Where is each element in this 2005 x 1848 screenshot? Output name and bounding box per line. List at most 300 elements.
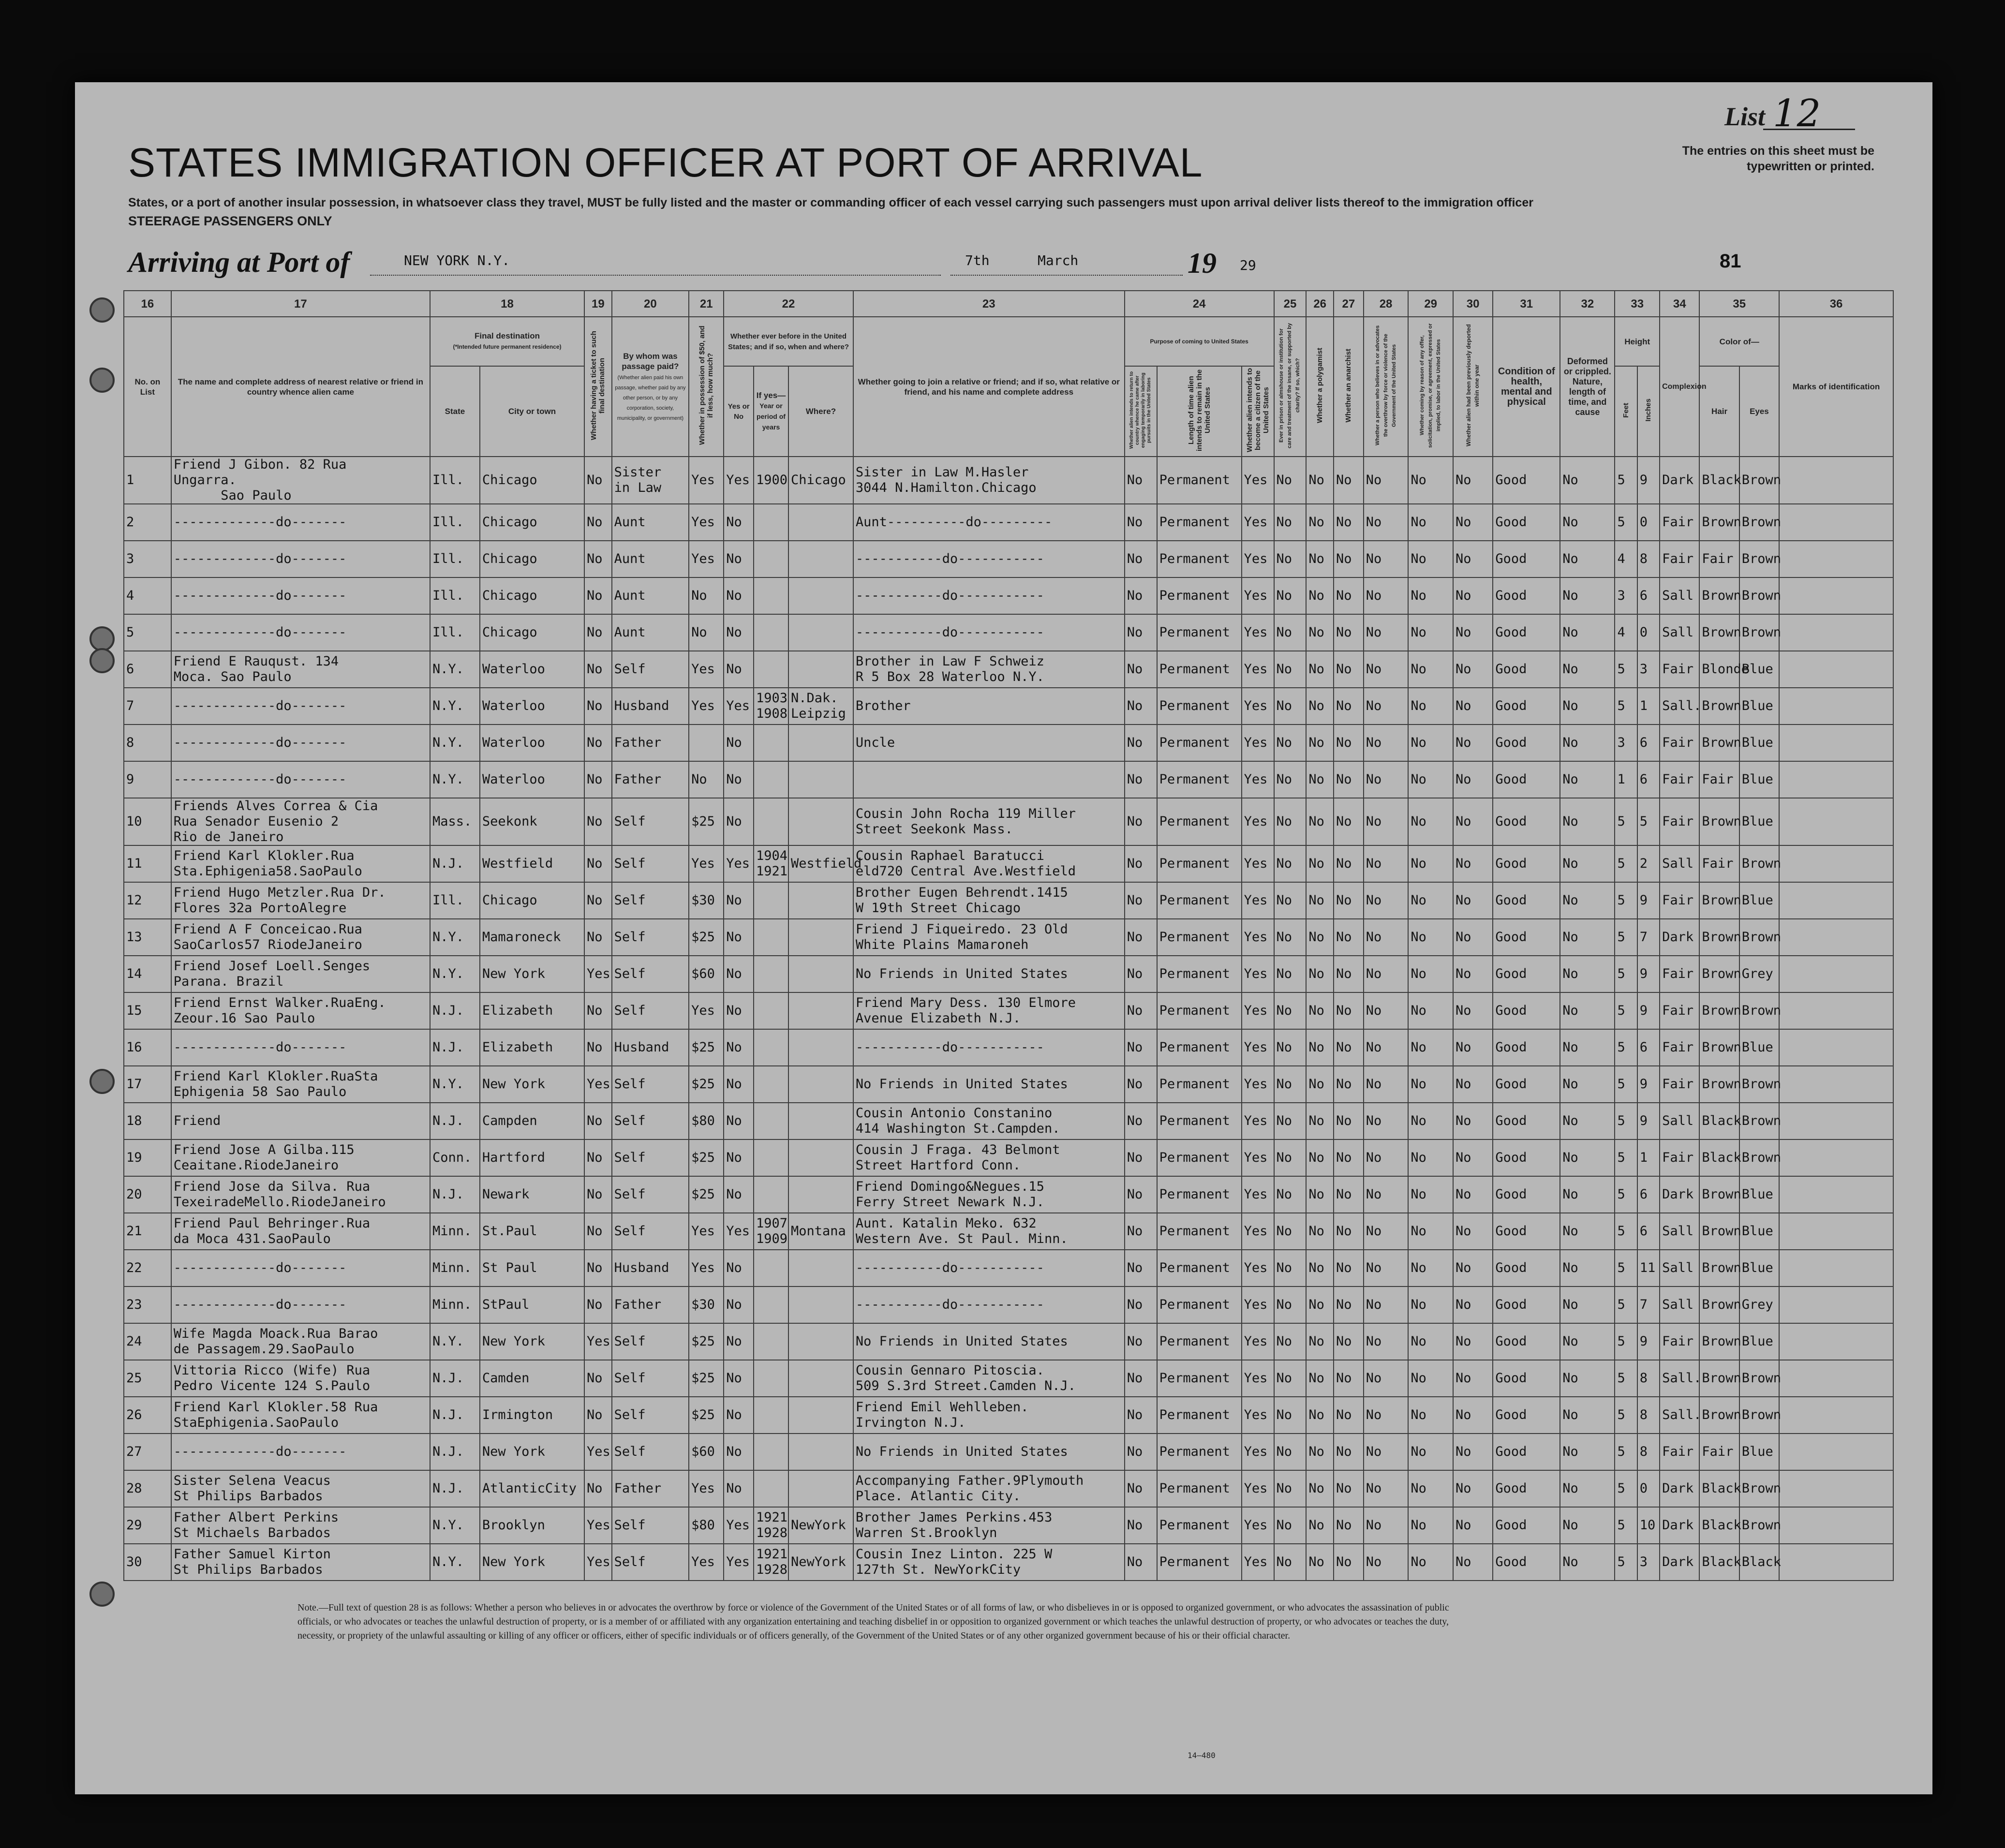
years-cell — [754, 651, 788, 688]
hair-header: Hair — [1699, 366, 1739, 457]
relative-address: Friend Jose A Gilba.115 Ceaitane.RiodeJaneiro — [171, 1139, 430, 1176]
row-number: 15 — [124, 992, 171, 1029]
q29-cell: No — [1408, 541, 1453, 577]
table-row — [124, 956, 1893, 992]
ticket-cell: No — [584, 457, 612, 504]
where-cell — [788, 992, 853, 1029]
hair-cell: Brown — [1699, 1323, 1739, 1360]
arriving-label: Arriving at Port of — [128, 246, 350, 278]
purpose-length-cell: Permanent — [1157, 577, 1242, 614]
hair-cell: Brown — [1699, 1360, 1739, 1397]
prison-cell: No — [1274, 504, 1307, 541]
ticket-cell: No — [584, 761, 612, 798]
anarchist-cell: No — [1334, 724, 1364, 761]
relative-address: -------------do------- — [171, 1029, 430, 1066]
binder-hole-icon — [89, 1069, 115, 1094]
complexion-cell: Fair — [1660, 956, 1699, 992]
anarchist-cell: No — [1334, 614, 1364, 651]
column-number: 24 — [1125, 291, 1274, 317]
feet-cell: 5 — [1615, 1507, 1637, 1544]
month-value: March — [1038, 252, 1079, 268]
polygamist-cell: No — [1306, 724, 1334, 761]
purpose-header: Purpose of coming to United States — [1125, 317, 1274, 366]
column-number: 19 — [584, 291, 612, 317]
marks-cell — [1779, 1213, 1893, 1250]
purpose-citizen-cell: Yes — [1242, 1103, 1274, 1139]
where-cell — [788, 956, 853, 992]
prison-cell: No — [1274, 1066, 1307, 1103]
health-cell: Good — [1493, 614, 1560, 651]
money-cell: Yes — [689, 1213, 724, 1250]
health-cell: Good — [1493, 1176, 1560, 1213]
health-cell: Good — [1493, 1066, 1560, 1103]
table-row — [124, 1360, 1893, 1397]
money-cell: Yes — [689, 541, 724, 577]
prison-cell: No — [1274, 1250, 1307, 1286]
ticket-cell: No — [584, 1470, 612, 1507]
years-cell — [754, 1250, 788, 1286]
table-row — [124, 457, 1893, 504]
prison-cell: No — [1274, 919, 1307, 956]
q29-cell: No — [1408, 1470, 1453, 1507]
destination-city: New York — [480, 1323, 584, 1360]
where-cell — [788, 1176, 853, 1213]
ever-before-cell: No — [724, 614, 754, 651]
manifest-sheet — [75, 82, 1932, 1794]
money-cell: $25 — [689, 1066, 724, 1103]
purpose-citizen-cell: Yes — [1242, 1507, 1274, 1544]
joining-cell: Cousin Inez Linton. 225 W 127th St. NewYorkCity — [853, 1544, 1125, 1581]
money-cell: No — [689, 761, 724, 798]
destination-state: N.Y. — [430, 651, 480, 688]
marks-cell — [1779, 614, 1893, 651]
ticket-cell: No — [584, 1250, 612, 1286]
polygamist-cell: No — [1306, 1250, 1334, 1286]
purpose-length-cell: Permanent — [1157, 1397, 1242, 1434]
prison-cell: No — [1274, 541, 1307, 577]
hair-cell: Black — [1699, 1544, 1739, 1581]
eyes-cell: Brown — [1739, 1103, 1779, 1139]
deformed-cell: No — [1560, 919, 1615, 956]
purpose-length-cell: Permanent — [1157, 1066, 1242, 1103]
purpose-citizen-cell: Yes — [1242, 956, 1274, 992]
q29-cell: No — [1408, 457, 1453, 504]
health-cell: Good — [1493, 1213, 1560, 1250]
column-number: 34 — [1660, 291, 1699, 317]
eyes-cell: Brown — [1739, 845, 1779, 882]
feet-cell: 5 — [1615, 992, 1637, 1029]
joining-cell: Cousin Antonio Constanino 414 Washington St.Campden. — [853, 1103, 1125, 1139]
health-cell: Good — [1493, 1470, 1560, 1507]
ever-before-cell: No — [724, 1286, 754, 1323]
joining-cell: Aunt----------do--------- — [853, 504, 1125, 541]
hair-cell: Brown — [1699, 1250, 1739, 1286]
destination-state: Ill. — [430, 457, 480, 504]
eyes-cell: Blue — [1739, 1213, 1779, 1250]
ever-before-cell: No — [724, 1029, 754, 1066]
ever-before-cell: No — [724, 1397, 754, 1434]
money-cell: No — [689, 577, 724, 614]
year-period-label: Year or period of years — [757, 402, 786, 431]
eyes-cell: Blue — [1739, 724, 1779, 761]
where-cell — [788, 919, 853, 956]
deformed-cell: No — [1560, 1139, 1615, 1176]
prison-cell: No — [1274, 1360, 1307, 1397]
purpose-length-cell: Permanent — [1157, 1139, 1242, 1176]
q30-cell: No — [1453, 504, 1493, 541]
q30-cell: No — [1453, 1103, 1493, 1139]
deformed-cell: No — [1560, 1507, 1615, 1544]
q29-cell: No — [1408, 1250, 1453, 1286]
prison-cell: No — [1274, 1397, 1307, 1434]
q30-cell: No — [1453, 761, 1493, 798]
feet-cell: 5 — [1615, 1544, 1637, 1581]
q30-cell: No — [1453, 1176, 1493, 1213]
passage-paid-cell: Aunt — [612, 504, 689, 541]
inches-cell: 3 — [1637, 651, 1660, 688]
where-cell — [788, 1360, 853, 1397]
column-number: 29 — [1408, 291, 1453, 317]
complexion-cell: Dark — [1660, 457, 1699, 504]
passage-paid-cell: Self — [612, 1066, 689, 1103]
ticket-cell: No — [584, 1213, 612, 1250]
polygamist-cell: No — [1306, 688, 1334, 724]
relative-address: -------------do------- — [171, 1434, 430, 1470]
ever-before-cell: Yes — [724, 1213, 754, 1250]
anarchist-cell: No — [1334, 798, 1364, 845]
marks-cell — [1779, 541, 1893, 577]
passage-paid-cell: Self — [612, 1103, 689, 1139]
column-number: 26 — [1306, 291, 1334, 317]
inches-cell: 8 — [1637, 1360, 1660, 1397]
joining-cell: Aunt. Katalin Meko. 632 Western Ave. St Paul. Minn. — [853, 1213, 1125, 1250]
money-cell: $25 — [689, 1360, 724, 1397]
destination-city: Waterloo — [480, 761, 584, 798]
deformed-cell: No — [1560, 1360, 1615, 1397]
hair-cell: Brown — [1699, 504, 1739, 541]
passage-paid-cell: Father — [612, 1286, 689, 1323]
years-cell — [754, 1286, 788, 1323]
deformed-cell: No — [1560, 1250, 1615, 1286]
destination-city: Elizabeth — [480, 992, 584, 1029]
destination-state: Ill. — [430, 504, 480, 541]
ever-before-cell: Yes — [724, 1544, 754, 1581]
table-row — [124, 1176, 1893, 1213]
hair-cell: Fair — [1699, 541, 1739, 577]
passage-paid-cell: Husband — [612, 688, 689, 724]
feet-cell: 5 — [1615, 1397, 1637, 1434]
purpose-length-cell: Permanent — [1157, 1103, 1242, 1139]
marks-cell — [1779, 688, 1893, 724]
q28-cell: No — [1364, 1544, 1409, 1581]
q30-cell: No — [1453, 688, 1493, 724]
destination-state: Minn. — [430, 1286, 480, 1323]
destination-city: Waterloo — [480, 724, 584, 761]
q28-cell: No — [1364, 1250, 1409, 1286]
q28-cell: No — [1364, 882, 1409, 919]
marks-cell — [1779, 1103, 1893, 1139]
inches-cell: 6 — [1637, 1176, 1660, 1213]
purpose-return-cell: No — [1125, 1176, 1157, 1213]
prison-cell: No — [1274, 1507, 1307, 1544]
passage-paid-cell: Aunt — [612, 577, 689, 614]
destination-city: Newark — [480, 1176, 584, 1213]
purpose-return-header — [1125, 366, 1157, 457]
years-cell — [754, 882, 788, 919]
years-cell — [754, 1397, 788, 1434]
feet-cell: 1 — [1615, 761, 1637, 798]
row-number: 20 — [124, 1176, 171, 1213]
where-cell: N.Dak. Leipzig — [788, 688, 853, 724]
complexion-cell: Dark — [1660, 1176, 1699, 1213]
color-header: Color of— — [1699, 317, 1779, 366]
prison-cell: No — [1274, 724, 1307, 761]
purpose-length-cell: Permanent — [1157, 956, 1242, 992]
complexion-cell: Fair — [1660, 651, 1699, 688]
q30-header — [1453, 317, 1493, 457]
q28-cell: No — [1364, 1176, 1409, 1213]
destination-city: Chicago — [480, 577, 584, 614]
q30-cell: No — [1453, 1250, 1493, 1286]
table-row — [124, 1323, 1893, 1360]
if-yes-label: If yes— — [756, 391, 786, 400]
passage-paid-cell: Self — [612, 1434, 689, 1470]
table-row — [124, 798, 1893, 845]
joining-cell: -----------do----------- — [853, 614, 1125, 651]
deformed-cell: No — [1560, 845, 1615, 882]
q30-header-text: Whether alien had been previously deported within one year — [1465, 324, 1481, 447]
purpose-citizen-cell: Yes — [1242, 614, 1274, 651]
hair-cell: Blonde — [1699, 651, 1739, 688]
inches-cell: 9 — [1637, 1103, 1660, 1139]
years-cell — [754, 1103, 788, 1139]
feet-cell: 5 — [1615, 798, 1637, 845]
purpose-return-cell: No — [1125, 992, 1157, 1029]
purpose-return-cell: No — [1125, 882, 1157, 919]
anarchist-cell: No — [1334, 1397, 1364, 1434]
destination-city: StPaul — [480, 1286, 584, 1323]
joining-cell — [853, 761, 1125, 798]
anarchist-cell: No — [1334, 845, 1364, 882]
years-cell — [754, 956, 788, 992]
destination-city: Irmington — [480, 1397, 584, 1434]
relative-address: Friend — [171, 1103, 430, 1139]
joining-cell: Cousin Gennaro Pitoscia. 509 S.3rd Street.Camden N.J. — [853, 1360, 1125, 1397]
prison-cell: No — [1274, 1544, 1307, 1581]
q28-cell: No — [1364, 724, 1409, 761]
anarchist-cell: No — [1334, 1103, 1364, 1139]
purpose-length-text: Length of time alien intends to remain in the United States — [1187, 369, 1212, 451]
marks-cell — [1779, 1139, 1893, 1176]
hair-cell: Brown — [1699, 992, 1739, 1029]
where-cell — [788, 504, 853, 541]
money-cell: $80 — [689, 1507, 724, 1544]
years-cell — [754, 577, 788, 614]
purpose-return-text: Whether alien intends to return to country whence he came after engaging temporarily in laboring pursuits in the United States — [1129, 371, 1152, 449]
feet-cell: 5 — [1615, 1176, 1637, 1213]
ever-before-cell: No — [724, 1470, 754, 1507]
ever-before-cell: No — [724, 1323, 754, 1360]
destination-state: N.J. — [430, 1434, 480, 1470]
passage-paid-cell: Self — [612, 1360, 689, 1397]
ever-before-cell: No — [724, 798, 754, 845]
q28-cell: No — [1364, 1286, 1409, 1323]
inches-cell: 7 — [1637, 919, 1660, 956]
q28-cell: No — [1364, 1323, 1409, 1360]
ever-before-cell: No — [724, 1139, 754, 1176]
ever-before-cell: No — [724, 724, 754, 761]
health-cell: Good — [1493, 761, 1560, 798]
anarchist-cell: No — [1334, 992, 1364, 1029]
years-cell: 1904 1921 — [754, 845, 788, 882]
q28-cell: No — [1364, 1507, 1409, 1544]
eyes-cell: Blue — [1739, 761, 1779, 798]
inches-cell: 9 — [1637, 956, 1660, 992]
destination-state: N.Y. — [430, 956, 480, 992]
ever-before-cell: No — [724, 992, 754, 1029]
polygamist-cell: No — [1306, 1286, 1334, 1323]
polygamist-cell: No — [1306, 798, 1334, 845]
ticket-cell: Yes — [584, 1066, 612, 1103]
health-cell: Good — [1493, 845, 1560, 882]
city-header: City or town — [480, 366, 584, 457]
marks-cell — [1779, 1286, 1893, 1323]
complexion-cell: Sall. — [1660, 1397, 1699, 1434]
column-number: 17 — [171, 291, 430, 317]
q29-cell: No — [1408, 1323, 1453, 1360]
relative-address: Friend E Rauqust. 134 Moca. Sao Paulo — [171, 651, 430, 688]
joining-cell: Brother in Law F Schweiz R 5 Box 28 Waterloo N.Y. — [853, 651, 1125, 688]
anarchist-header — [1334, 317, 1364, 457]
complexion-cell: Sall — [1660, 1213, 1699, 1250]
state-header: State — [430, 366, 480, 457]
purpose-length-cell: Permanent — [1157, 1360, 1242, 1397]
q30-cell: No — [1453, 1066, 1493, 1103]
purpose-length-cell: Permanent — [1157, 798, 1242, 845]
year-suffix: 29 — [1240, 257, 1256, 273]
row-number: 22 — [124, 1250, 171, 1286]
row-number: 13 — [124, 919, 171, 956]
purpose-citizen-cell: Yes — [1242, 882, 1274, 919]
passage-paid-cell: Aunt — [612, 541, 689, 577]
prison-cell: No — [1274, 651, 1307, 688]
purpose-citizen-cell: Yes — [1242, 1434, 1274, 1470]
ticket-cell: No — [584, 992, 612, 1029]
deformed-cell: No — [1560, 577, 1615, 614]
marks-cell — [1779, 1544, 1893, 1581]
ticket-cell: No — [584, 1139, 612, 1176]
complexion-cell: Dark — [1660, 1470, 1699, 1507]
destination-state: Conn. — [430, 1139, 480, 1176]
complexion-cell: Sall — [1660, 1250, 1699, 1286]
destination-city: Westfield — [480, 845, 584, 882]
health-cell: Good — [1493, 798, 1560, 845]
years-cell: 1900 — [754, 457, 788, 504]
hair-cell: Black — [1699, 1139, 1739, 1176]
typewritten-note: The entries on this sheet must be typewritten or printed. — [1682, 144, 1874, 173]
q29-cell: No — [1408, 1397, 1453, 1434]
purpose-length-cell: Permanent — [1157, 992, 1242, 1029]
q30-cell: No — [1453, 798, 1493, 845]
marks-cell — [1779, 457, 1893, 504]
where-cell — [788, 614, 853, 651]
polygamist-cell: No — [1306, 1103, 1334, 1139]
relative-address: Friend J Gibon. 82 Rua Ungarra. Sao Paulo — [171, 457, 430, 504]
feet-header-text: Feet — [1622, 402, 1631, 418]
list-number: 12 — [1773, 92, 1821, 135]
passage-paid-cell: Husband — [612, 1250, 689, 1286]
hair-cell: Brown — [1699, 724, 1739, 761]
marks-header: Marks of identification — [1779, 317, 1893, 457]
purpose-citizen-cell: Yes — [1242, 724, 1274, 761]
inches-cell: 6 — [1637, 761, 1660, 798]
q29-cell: No — [1408, 919, 1453, 956]
inches-cell: 11 — [1637, 1250, 1660, 1286]
purpose-length-cell: Permanent — [1157, 919, 1242, 956]
where-cell: Westfield — [788, 845, 853, 882]
relative-address: -------------do------- — [171, 724, 430, 761]
passage-paid-cell: Self — [612, 1397, 689, 1434]
form-code: 14—480 — [1188, 1751, 1216, 1760]
anarchist-cell: No — [1334, 1139, 1364, 1176]
anarchist-cell: No — [1334, 504, 1364, 541]
health-cell: Good — [1493, 1029, 1560, 1066]
health-cell: Good — [1493, 457, 1560, 504]
deformed-cell: No — [1560, 1397, 1615, 1434]
destination-city: Camden — [480, 1360, 584, 1397]
purpose-return-cell: No — [1125, 1397, 1157, 1434]
ever-before-cell: No — [724, 1434, 754, 1470]
purpose-length-cell: Permanent — [1157, 1434, 1242, 1470]
purpose-citizen-cell: Yes — [1242, 1250, 1274, 1286]
row-number: 30 — [124, 1544, 171, 1581]
row-number: 12 — [124, 882, 171, 919]
eyes-cell: Brown — [1739, 992, 1779, 1029]
hair-cell: Fair — [1699, 1434, 1739, 1470]
day-value: 7th — [965, 252, 990, 268]
q29-cell: No — [1408, 1029, 1453, 1066]
health-cell: Good — [1493, 1360, 1560, 1397]
destination-city: New York — [480, 956, 584, 992]
health-cell: Good — [1493, 541, 1560, 577]
destination-state: N.J. — [430, 992, 480, 1029]
money-cell: Yes — [689, 1250, 724, 1286]
inches-header — [1637, 366, 1660, 457]
purpose-return-cell: No — [1125, 1360, 1157, 1397]
relative-address: Wife Magda Moack.Rua Barao de Passagem.29.SaoPaulo — [171, 1323, 430, 1360]
eyes-cell: Brown — [1739, 1139, 1779, 1176]
q29-cell: No — [1408, 577, 1453, 614]
ever-before-text: Whether ever before in the United States; and if so, when and where? — [728, 332, 849, 351]
year-prefix: 19 — [1188, 247, 1217, 279]
money-cell: $25 — [689, 919, 724, 956]
destination-state: Ill. — [430, 577, 480, 614]
binder-hole-icon — [89, 297, 115, 323]
column-number: 27 — [1334, 291, 1364, 317]
inches-cell: 8 — [1637, 1434, 1660, 1470]
q30-cell: No — [1453, 882, 1493, 919]
complexion-cell: Sall — [1660, 577, 1699, 614]
row-number: 23 — [124, 1286, 171, 1323]
feet-cell: 3 — [1615, 577, 1637, 614]
purpose-citizen-cell: Yes — [1242, 1397, 1274, 1434]
eyes-cell: Blue — [1739, 688, 1779, 724]
prison-header — [1274, 317, 1307, 457]
q28-cell: No — [1364, 1397, 1409, 1434]
purpose-return-cell: No — [1125, 614, 1157, 651]
purpose-citizen-cell: Yes — [1242, 1360, 1274, 1397]
polygamist-cell: No — [1306, 919, 1334, 956]
